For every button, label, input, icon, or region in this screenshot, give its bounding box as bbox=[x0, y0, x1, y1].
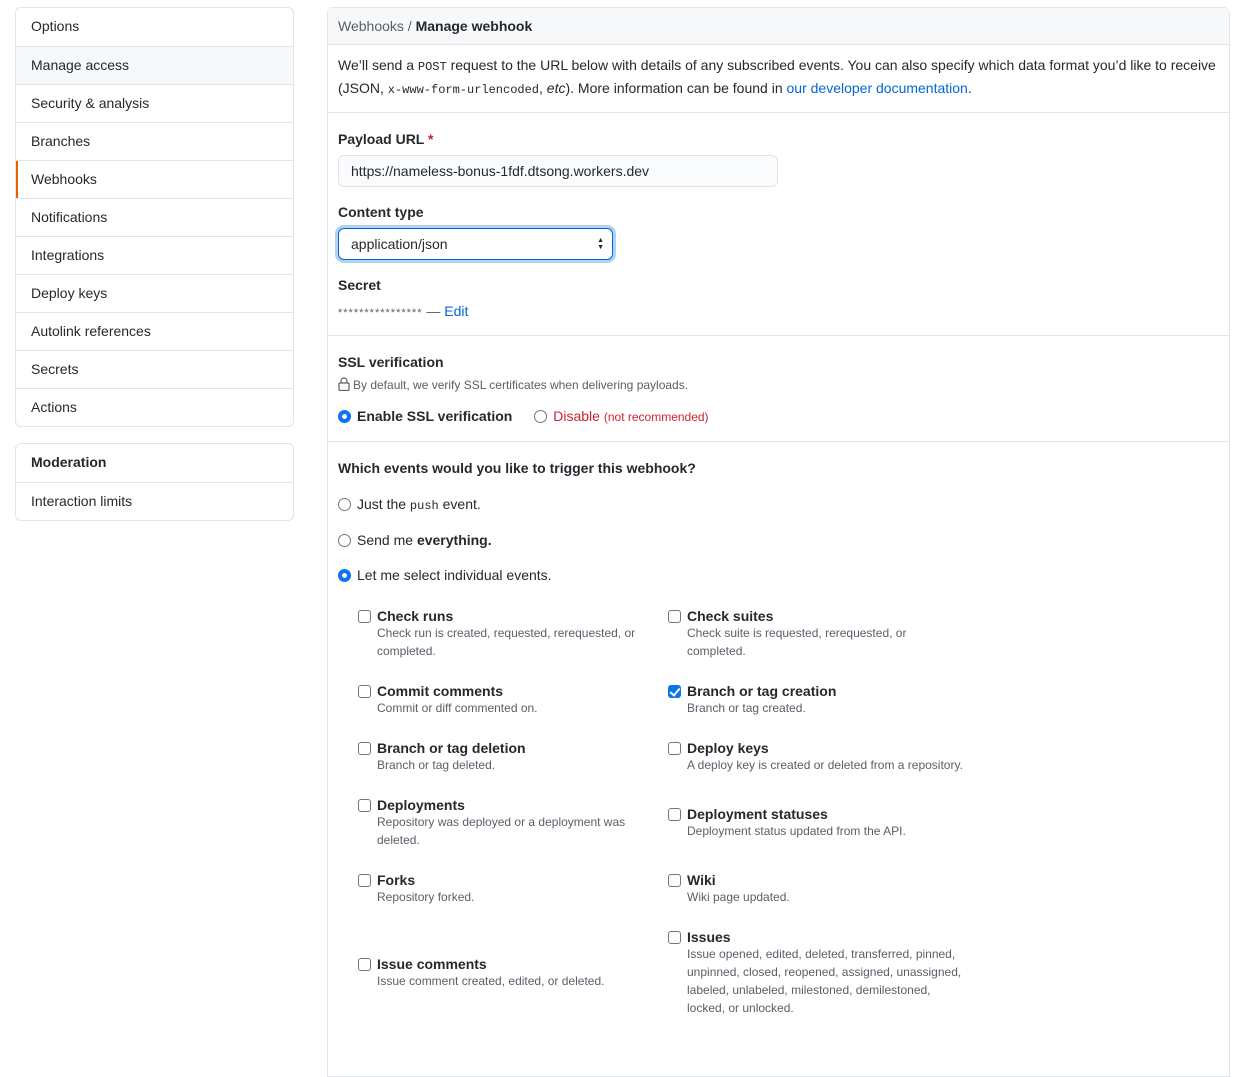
checkbox[interactable] bbox=[668, 874, 681, 887]
settings-sidebar bbox=[15, 7, 294, 427]
event-description: Branch or tag created. bbox=[687, 701, 806, 715]
event-title: Wiki bbox=[687, 872, 716, 888]
event-issues[interactable] bbox=[668, 929, 978, 1017]
event-title: Branch or tag creation bbox=[687, 683, 837, 699]
event-description: Branch or tag deleted. bbox=[377, 758, 496, 772]
intro-text: We’ll send a POST request to the URL below with details of any subscribed events. You can also specify which data format you’d like to receive (JSON, x-www-form-urlencoded, etc). More information can be found in our developer documentation. bbox=[328, 45, 1229, 113]
event-description: Issue comment created, edited, or deleted. bbox=[377, 974, 605, 988]
everything-radio[interactable]: Send me everything. bbox=[338, 532, 1219, 548]
checkbox[interactable] bbox=[358, 685, 371, 698]
event-issue-comments[interactable] bbox=[358, 956, 668, 990]
checkbox[interactable] bbox=[668, 685, 681, 698]
event-description: Repository was deployed or a deployment was deleted. bbox=[377, 815, 626, 847]
sidebar-item-secrets[interactable]: Secrets bbox=[16, 350, 293, 388]
event-description: Repository forked. bbox=[377, 890, 475, 904]
event-description: Check suite is requested, rerequested, or completed. bbox=[687, 626, 907, 658]
ssl-note: By default, we verify SSL certificates when delivering payloads. bbox=[338, 377, 1219, 392]
checkbox[interactable] bbox=[668, 808, 681, 821]
sidebar-item-actions[interactable]: Actions bbox=[16, 388, 293, 426]
event-row bbox=[358, 929, 978, 1017]
payload-url-label: Payload URL * bbox=[338, 131, 434, 147]
event-check-runs[interactable] bbox=[358, 608, 668, 660]
event-branch-or-tag-deletion[interactable] bbox=[358, 740, 668, 774]
secret-label: Secret bbox=[338, 277, 381, 293]
enable-ssl-radio[interactable]: Enable SSL verification bbox=[338, 408, 512, 424]
event-description: Commit or diff commented on. bbox=[377, 701, 538, 715]
developer-docs-link[interactable]: our developer documentation bbox=[786, 80, 968, 96]
page-title: Manage webhook bbox=[415, 18, 533, 34]
secret-masked: **************** bbox=[338, 307, 423, 319]
sidebar-item-interaction-limits[interactable]: Interaction limits bbox=[16, 482, 293, 520]
checkbox[interactable] bbox=[358, 610, 371, 623]
event-deployment-statuses[interactable] bbox=[668, 806, 978, 840]
event-title: Forks bbox=[377, 872, 416, 888]
event-row bbox=[358, 797, 978, 849]
breadcrumb bbox=[328, 8, 1229, 45]
lock-icon bbox=[338, 377, 350, 391]
events-question: Which events would you like to trigger this webhook? bbox=[338, 460, 696, 476]
event-branch-or-tag-creation[interactable] bbox=[668, 683, 978, 717]
event-description: Deployment status updated from the API. bbox=[687, 824, 906, 838]
event-title: Check suites bbox=[687, 608, 774, 624]
event-title: Deployment statuses bbox=[687, 806, 828, 822]
event-title: Check runs bbox=[377, 608, 454, 624]
event-title: Commit comments bbox=[377, 683, 504, 699]
content-type-label: Content type bbox=[338, 204, 424, 220]
ssl-label: SSL verification bbox=[338, 354, 444, 370]
event-title: Issues bbox=[687, 929, 731, 945]
event-row bbox=[358, 740, 978, 774]
event-description: A deploy key is created or deleted from a repository. bbox=[687, 758, 963, 772]
event-title: Deployments bbox=[377, 797, 465, 813]
event-description: Check run is created, requested, rerequested, or completed. bbox=[377, 626, 636, 658]
event-description: Issue opened, edited, deleted, transferred, pinned, unpinned, closed, reopened, assigned, unassigned, labeled, unlabeled, milestoned, demilestoned, locked, or unlocked. bbox=[687, 947, 962, 1015]
checkbox[interactable] bbox=[668, 610, 681, 623]
push-only-radio[interactable]: Just the push event. bbox=[338, 496, 1219, 513]
checkbox[interactable] bbox=[358, 874, 371, 887]
select-arrows-icon: ▲ ▼ bbox=[597, 237, 604, 251]
sidebar-item-webhooks[interactable]: Webhooks bbox=[16, 160, 293, 198]
event-description: Wiki page updated. bbox=[687, 890, 790, 904]
event-row bbox=[358, 608, 978, 660]
sidebar-item-manage-access[interactable]: Manage access bbox=[16, 46, 293, 84]
sidebar-item-security[interactable]: Security & analysis bbox=[16, 84, 293, 122]
sidebar-item-deploy-keys[interactable]: Deploy keys bbox=[16, 274, 293, 312]
moderation-sidebar bbox=[15, 443, 294, 521]
event-title: Branch or tag deletion bbox=[377, 740, 526, 756]
checkbox[interactable] bbox=[668, 931, 681, 944]
checkbox[interactable] bbox=[358, 799, 371, 812]
event-check-suites[interactable] bbox=[668, 608, 978, 660]
checkbox[interactable] bbox=[668, 742, 681, 755]
checkbox[interactable] bbox=[358, 742, 371, 755]
sidebar-item-options[interactable]: Options bbox=[31, 18, 80, 34]
checkbox[interactable] bbox=[358, 958, 371, 971]
event-title: Deploy keys bbox=[687, 740, 769, 756]
individual-events-radio[interactable]: Let me select individual events. bbox=[338, 567, 1219, 583]
sidebar-item-autolink[interactable]: Autolink references bbox=[16, 312, 293, 350]
disable-ssl-radio[interactable]: Disable (not recommended) bbox=[534, 408, 708, 424]
event-checkbox-grid bbox=[358, 608, 978, 1017]
event-commit-comments[interactable] bbox=[358, 683, 668, 717]
webhook-form: Webhooks / Manage webhook We’ll send a POST request to the URL below with details of any subscribed events. You can also specify which data format you’d like to receive (JSON, x-www-form-urlencoded, etc). More information can be found in our developer documentation. Payload URL * https://nameless-bonus-1fdf.dtsong.workers.dev Content type application/json ▲ ▼ Secret **************** — Edit SSL verification By default, we verify SSL certificates when delivering payloads. Enable SSL verification Disable (not recommended) Which events would you like to trigger this webhook? Just the push event. Send me everything. Let me select individual events. Check runs Check run is created, requested, rerequested, or completed. Check suites Check suite is requested, rerequested, or completed. Commit comments Commit or diff commented on. Branch or tag creation Branch or tag created. Branch or tag deletion Branch or tag deleted. Deploy keys A deploy key is created or deleted from a repository. Deployments Repository was deployed or a deployment was deleted. Deployment statuses Deployment status updated from the API. Forks Repository forked. Wiki Wiki page updated. Issue comments Issue comment created, edited, or deleted. Issues Issue opened, edited, deleted, transferred, pinned, unpinned, closed, reopened, assigned, unassigned, labeled, unlabeled, milestoned, demilestoned, locked, or unlocked. bbox=[327, 7, 1230, 1077]
edit-secret-link[interactable]: Edit bbox=[444, 303, 469, 319]
event-row bbox=[358, 872, 978, 906]
event-wiki[interactable] bbox=[668, 872, 978, 906]
payload-url-input[interactable]: https://nameless-bonus-1fdf.dtsong.workers.dev bbox=[338, 155, 778, 187]
event-row bbox=[358, 683, 978, 717]
sidebar-item-branches[interactable]: Branches bbox=[16, 122, 293, 160]
sidebar-item-integrations[interactable]: Integrations bbox=[16, 236, 293, 274]
event-title: Issue comments bbox=[377, 956, 487, 972]
breadcrumb-separator: / bbox=[403, 18, 416, 34]
moderation-heading: Moderation bbox=[31, 454, 107, 470]
event-deploy-keys[interactable] bbox=[668, 740, 978, 774]
breadcrumb-webhooks-link[interactable]: Webhooks bbox=[338, 18, 404, 34]
sidebar-item-notifications[interactable]: Notifications bbox=[16, 198, 293, 236]
event-deployments[interactable] bbox=[358, 797, 668, 849]
event-forks[interactable] bbox=[358, 872, 668, 906]
content-type-select[interactable]: application/json ▲ ▼ bbox=[338, 228, 613, 260]
